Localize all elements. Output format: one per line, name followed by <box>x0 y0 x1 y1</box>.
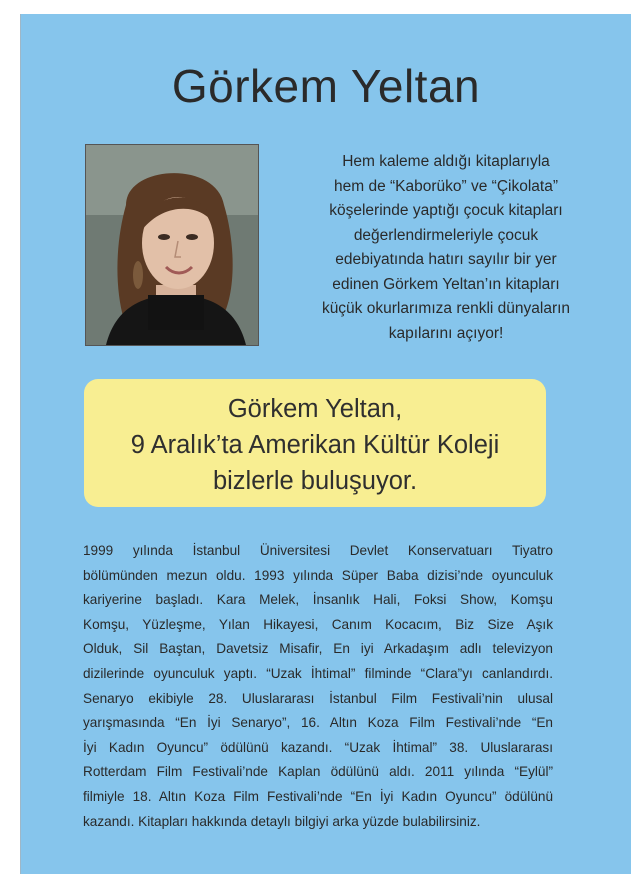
author-portrait <box>85 144 259 346</box>
announcement-line: Görkem Yeltan, <box>227 395 403 423</box>
bio-line: kazandı. Kitapları hakkında detaylı bilgiyi arka yüzde bulabilirsiniz. <box>83 813 481 829</box>
intro-line: kapılarını açıyor! <box>388 324 504 342</box>
bio-line: bölümünden mezun oldu. 1993 yılında Süper Baba dizisi’nde oyunculuk <box>83 567 553 583</box>
bio-line: filmiyle 18. Altın Koza Film Festivali’nde “En İyi Kadın Oyuncu” ödülünü <box>83 788 553 804</box>
bio-line: Komşu, Yüzleşme, Yılan Hikayesi, Canım Kocacım, Biz Size Aşık <box>83 616 553 632</box>
portrait-illustration <box>86 145 258 345</box>
intro-line: Hem kaleme aldığı kitaplarıyla <box>342 153 550 170</box>
intro-line: edinen Görkem Yeltan’ın kitapları <box>332 275 560 293</box>
announcement-line: bizlerle buluşuyor. <box>212 467 418 495</box>
bio-line: Olduk, Sil Baştan, Davetsiz Misafir, En iyi Arkadaşım adlı televizyon <box>83 641 553 657</box>
intro-line: değerlendirmeleriyle çocuk <box>353 226 539 244</box>
intro-line: köşelerinde yaptığı çocuk kitapları <box>329 202 563 219</box>
flyer-sheet <box>20 14 631 874</box>
intro-line: hem de “Kaborüko” ve “Çikolata” <box>334 177 558 195</box>
intro-line: küçük okurlarımıza renkli dünyaların <box>321 300 571 317</box>
bio-line: dizilerinde oyunculuk yaptı. “Uzak İhtimal” filminde “Clara”yı canlandırdı. <box>83 665 553 681</box>
event-announcement-box <box>84 379 546 507</box>
bio-line: İyi Kadın Oyuncu” ödülünü kazandı. “Uzak İhtimal” 38. Uluslararası <box>83 739 553 755</box>
intro-paragraph <box>276 150 616 346</box>
bio-line: kariyerine başladı. Kara Melek, İnsanlık Hali, Foksi Show, Komşu <box>83 592 553 608</box>
intro-line: edebiyatında hatırı sayılır bir yer <box>335 251 557 268</box>
bio-line: Rotterdam Film Festivali’nde Kaplan ödülünü aldı. 2011 yılında “Eylül” <box>83 764 553 780</box>
biography-paragraph <box>83 539 553 834</box>
page-title: Görkem Yeltan <box>171 60 481 112</box>
bio-line: yarışmasında “En İyi Senaryo”, 16. Altın Koza Film Festivali’nde “En <box>83 715 553 731</box>
announcement-line: 9 Aralık’ta Amerikan Kültür Koleji <box>130 431 500 459</box>
bio-line: 1999 yılında İstanbul Üniversitesi Devlet Konservatuarı Tiyatro <box>83 543 553 558</box>
bio-line: Senaryo ekibiyle 28. Uluslararası İstanbul Film Festivali’nin ulusal <box>83 690 553 706</box>
